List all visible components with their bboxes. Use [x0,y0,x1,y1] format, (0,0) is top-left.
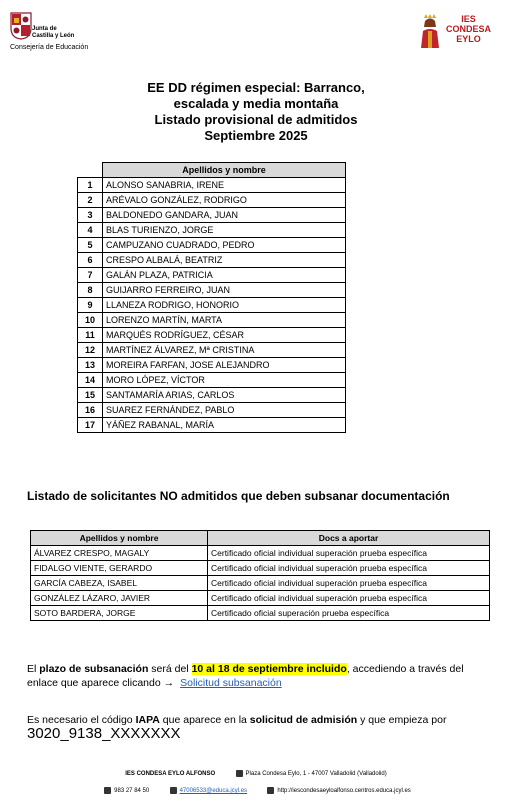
admitted-row [78,358,346,373]
admitted-row [78,238,346,253]
admitted-row [78,283,346,298]
not-admitted-row-docs: Certificado oficial individual superación prueba específica [208,561,490,576]
admitted-row [78,178,346,193]
not-admitted-row-name: FIDALGO VIENTE, GERARDO [31,561,208,576]
not-admitted-header-docs: Docs a aportar [208,531,490,546]
consejeria-label: Consejería de Educación [10,44,89,51]
plazo-pre: El [27,663,40,675]
admitted-row [78,208,346,223]
not-admitted-table [30,530,490,621]
admitted-row-name: MARQUÉS RODRÍGUEZ, CÉSAR [103,328,346,343]
ies-line-2: CONDESA [446,24,492,34]
plazo-dates-highlight: 10 al 18 de septiembre incluido [191,663,347,675]
not-admitted-row [31,561,490,576]
not-admitted-header-row [31,531,490,546]
footer-email-link[interactable]: 47006533@educa.jcyl.es [179,788,248,795]
admitted-row-number: 1 [78,178,103,193]
admitted-row-name: GUIJARRO FERREIRO, JUAN [103,283,346,298]
admitted-row-name: MOREIRA FARFAN, JOSE ALEJANDRO [103,358,346,373]
admitted-row-number: 12 [78,343,103,358]
iapa-bold: IAPA [135,714,160,726]
admitted-row [78,328,346,343]
admitted-row [78,223,346,238]
iapa-paragraph [27,713,492,742]
not-admitted-row-name: SOTO BARDERA, JORGE [31,606,208,621]
not-admitted-row-docs: Certificado oficial individual superación prueba específica [208,591,490,606]
not-admitted-row [31,606,490,621]
not-admitted-row [31,576,490,591]
admitted-row [78,253,346,268]
title-line-2: escalada y media montaña [173,96,339,111]
admitted-row [78,388,346,403]
not-admitted-row [31,591,490,606]
footer-line-2 [0,787,512,794]
footer-line-1 [0,770,512,777]
footer-web: http://iescondesaeyloalfonso.centros.educa.jcyl.es [277,788,411,795]
admitted-row-number: 17 [78,418,103,433]
footer-phone: 983 27 84 50 [114,788,150,795]
admitted-row-name: BALDONEDO GANDARA, JUAN [103,208,346,223]
jcyl-text [32,26,74,40]
admitted-row-number: 16 [78,403,103,418]
ies-line-1: IES [461,14,476,24]
admitted-table [77,162,346,433]
admitted-row [78,373,346,388]
admitted-row-number: 11 [78,328,103,343]
not-admitted-body [31,546,490,621]
admitted-body [78,178,346,433]
admitted-header-blank [78,163,103,178]
admitted-row-name: YÁÑEZ RABANAL, MARÍA [103,418,346,433]
not-admitted-heading: Listado de solicitantes NO admitidos que deben subsanar documentación [27,489,450,503]
iapa-post: y que empieza por [357,714,447,726]
not-admitted-row [31,546,490,561]
location-icon [236,770,243,777]
title-line-3: Listado provisional de admitidos [154,112,358,127]
admitted-row-number: 13 [78,358,103,373]
ies-text [446,14,491,44]
not-admitted-row-name: GARCÍA CABEZA, ISABEL [31,576,208,591]
admitted-row [78,418,346,433]
admitted-header-row [78,163,346,178]
email-icon [170,787,177,794]
admitted-row [78,403,346,418]
iapa-pre: Es necesario el código [27,714,136,726]
plazo-post: , accediendo a través del enlace que aparece clicando → [27,663,464,689]
admitted-row-name: SANTAMARÍA ARIAS, CARLOS [103,388,346,403]
admitted-row [78,298,346,313]
admitted-row-number: 4 [78,223,103,238]
plazo-mid: será del [148,663,192,675]
iapa-code: 3020_9138_XXXXXXX [27,725,181,742]
document-title [0,80,512,144]
admitted-row-number: 15 [78,388,103,403]
admitted-row-number: 14 [78,373,103,388]
admitted-row-name: MARTÍNEZ ÁLVAREZ, Mª CRISTINA [103,343,346,358]
admitted-row-name: LORENZO MARTÍN, MARTA [103,313,346,328]
not-admitted-header-name: Apellidos y nombre [31,531,208,546]
admitted-row-name: GALÁN PLAZA, PATRICIA [103,268,346,283]
admitted-header-name: Apellidos y nombre [103,163,346,178]
iapa-mid: que aparece en la [159,714,250,726]
not-admitted-row-docs: Certificado oficial superación prueba específica [208,606,490,621]
admitted-row-number: 9 [78,298,103,313]
plazo-bold: plazo de subsanación [39,663,149,675]
admitted-row-name: SUAREZ FERNÁNDEZ, PABLO [103,403,346,418]
admitted-row-name: CAMPUZANO CUADRADO, PEDRO [103,238,346,253]
admitted-row-name: BLAS TURIENZO, JORGE [103,223,346,238]
admitted-row [78,343,346,358]
admitted-row-name: ALONSO SANABRIA, IRENE [103,178,346,193]
junta-castilla-leon-logo [10,12,32,40]
admitted-row-number: 7 [78,268,103,283]
jcyl-line-1: Junta de [32,26,57,32]
iapa-solicitud-bold: solicitud de admisión [249,714,358,726]
admitted-row [78,268,346,283]
admitted-row-number: 8 [78,283,103,298]
ies-line-3: EYLO [456,34,481,44]
admitted-row-number: 5 [78,238,103,253]
admitted-row-number: 3 [78,208,103,223]
not-admitted-row-name: ÁLVAREZ CRESPO, MAGALY [31,546,208,561]
admitted-row [78,313,346,328]
not-admitted-row-docs: Certificado oficial individual superación prueba específica [208,546,490,561]
admitted-row-number: 6 [78,253,103,268]
admitted-row-name: LLANEZA RODRIGO, HONORIO [103,298,346,313]
title-line-1: EE DD régimen especial: Barranco, [147,80,365,95]
web-icon [267,787,274,794]
title-line-4: Septiembre 2025 [204,128,308,143]
solicitud-subsanacion-link[interactable]: Solicitud subsanación [180,677,282,689]
not-admitted-row-name: GONZÁLEZ LÁZARO, JAVIER [31,591,208,606]
admitted-row-name: ARÉVALO GONZÁLEZ, RODRIGO [103,193,346,208]
plazo-paragraph [27,662,492,690]
admitted-row-name: MORO LÓPEZ, VÍCTOR [103,373,346,388]
jcyl-line-2: Castilla y León [32,33,75,39]
admitted-row [78,193,346,208]
not-admitted-row-docs: Certificado oficial individual superación prueba específica [208,576,490,591]
admitted-row-name: CRESPO ALBALÁ, BEATRIZ [103,253,346,268]
admitted-row-number: 10 [78,313,103,328]
footer-address: Plaza Condesa Eylo, 1 - 47007 Valladolid (Valladolid) [245,771,387,778]
admitted-row-number: 2 [78,193,103,208]
footer-school: IES CONDESA EYLO ALFONSO [125,771,216,778]
ies-condesa-eylo-logo [415,13,445,49]
phone-icon [104,787,111,794]
